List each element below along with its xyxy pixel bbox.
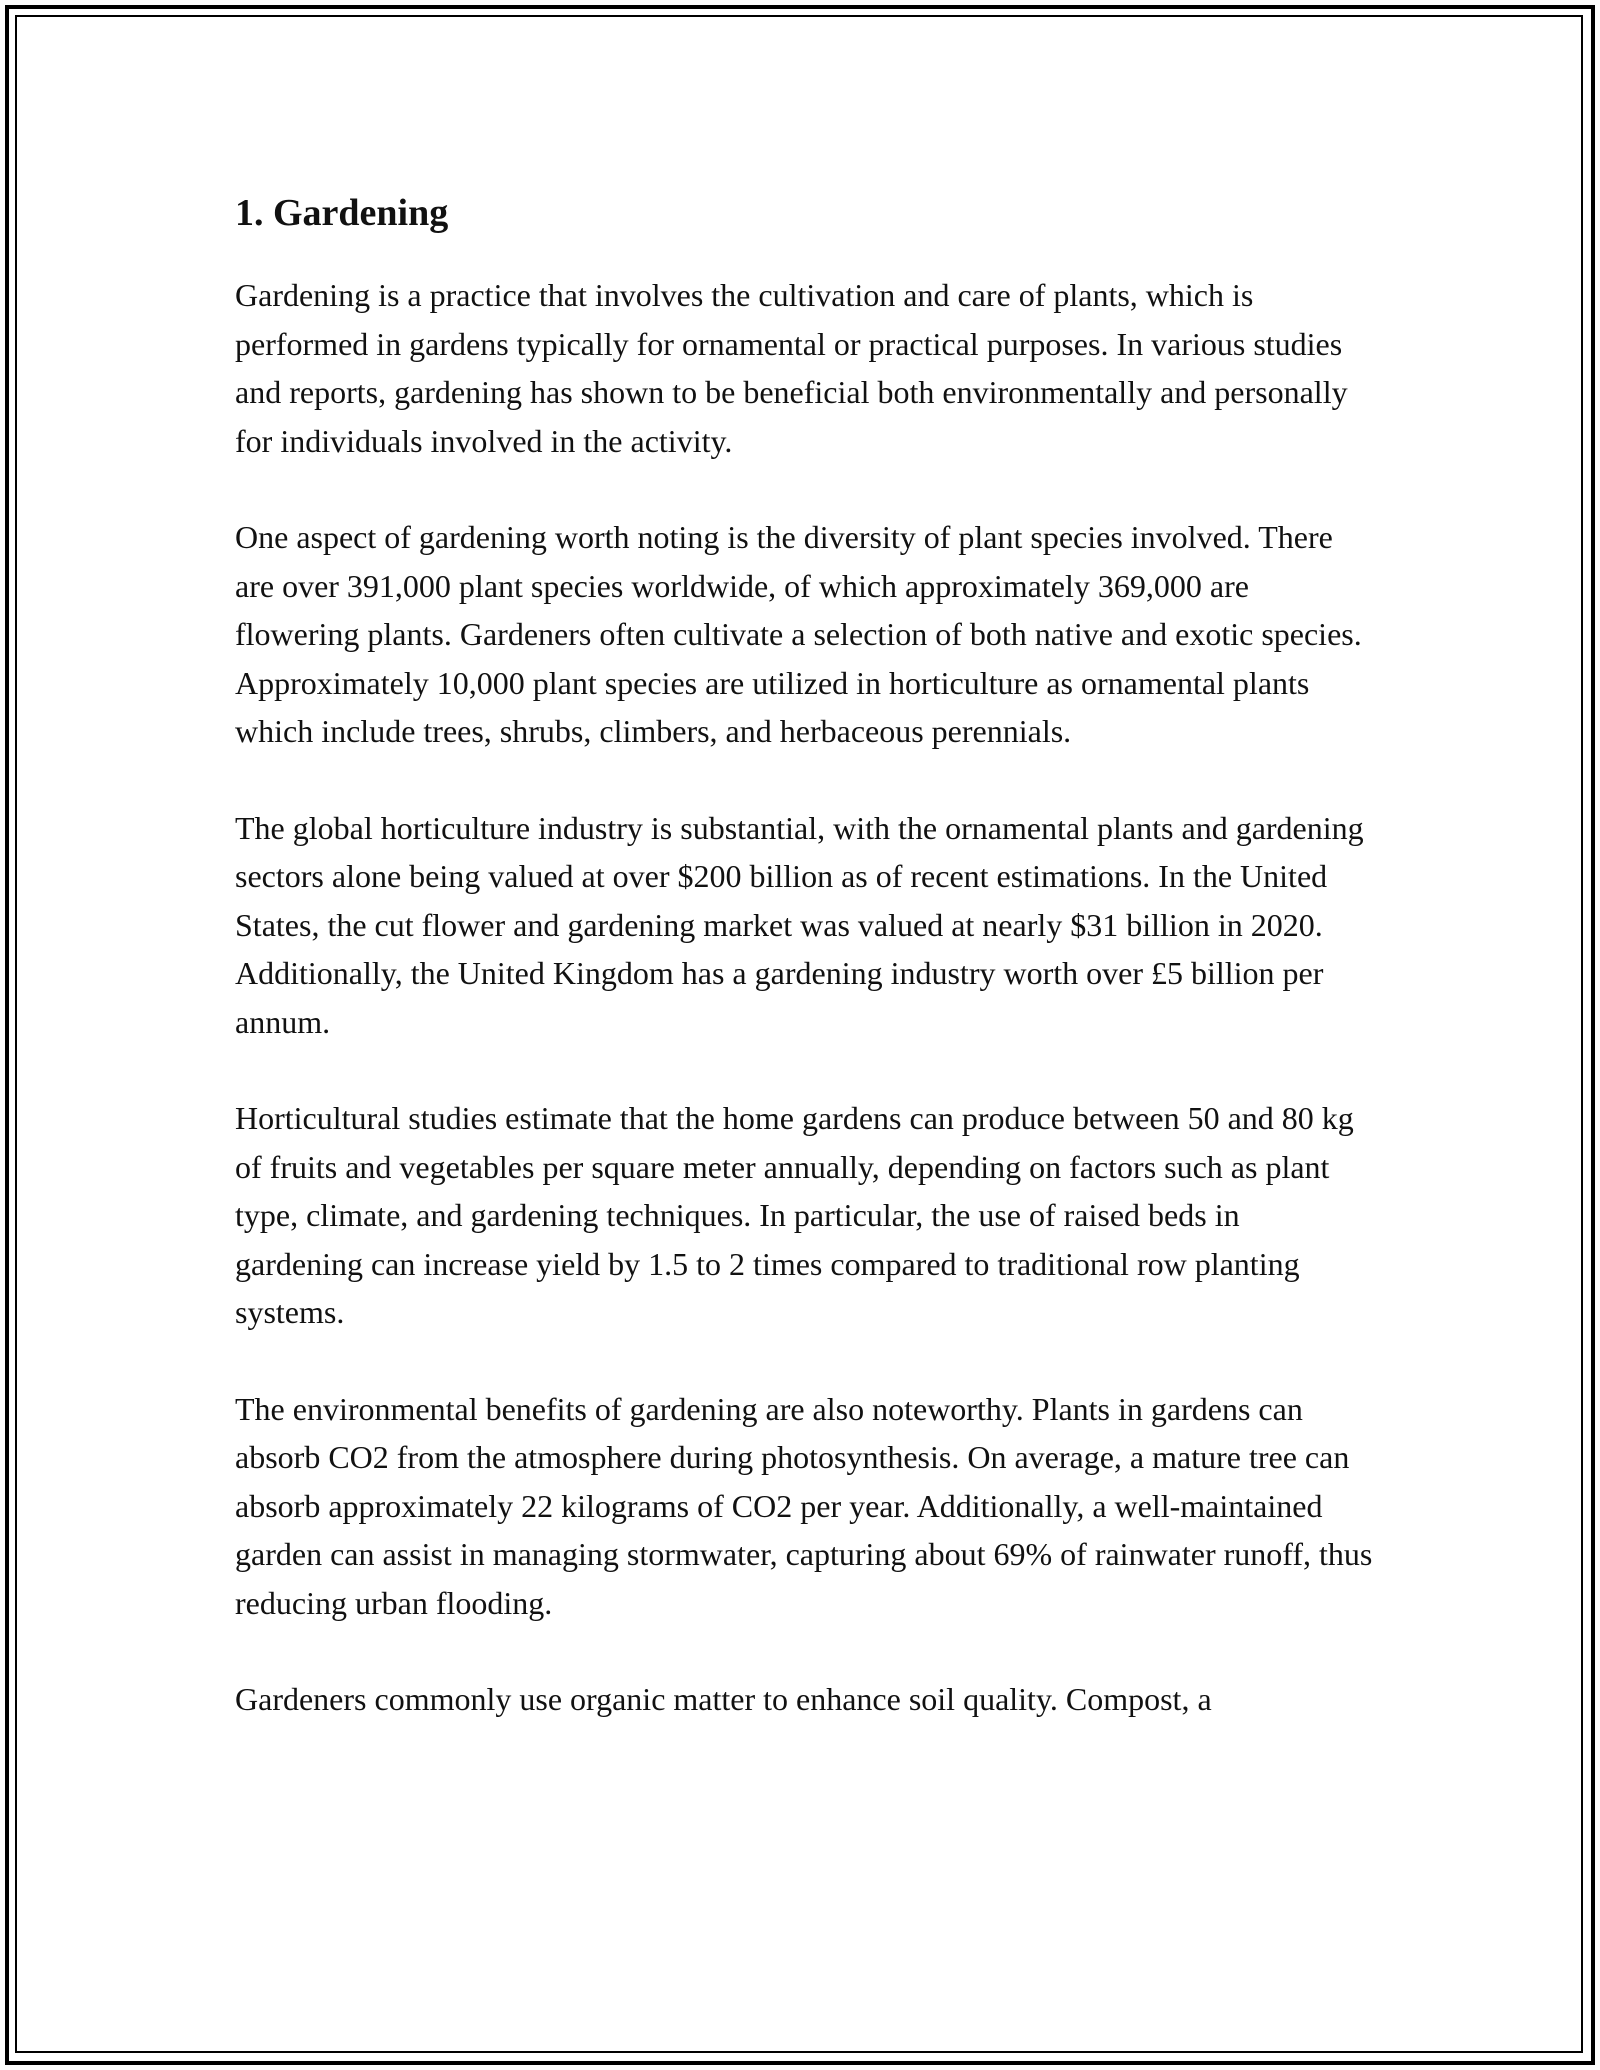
paragraph-yield: Horticultural studies estimate that the home gardens can produce between 50 and 80 kg of fruits and vegetables per square meter annually, depending on factors such as plant type, climate, and gardening techniques. In particular, the use of raised beds in gardening can increase yield by 1.5 to 2 times compared to traditional row planting systems.: [235, 1100, 1354, 1330]
paragraph-industry-value: The global horticulture industry is substantial, with the ornamental plants and gardening sectors alone being valued at over $200 billion as of recent estimations. In the United States, the cut flower and gardening market was valued at nearly $31 billion in 2020. Additionally, the United Kingdom has a gardening industry worth over £5 billion per annum.: [235, 809, 1364, 1040]
paragraph-soil: Gardeners commonly use organic matter to enhance soil quality. Compost, a: [235, 1681, 1212, 1717]
section-heading: 1. Gardening: [235, 192, 449, 234]
paragraph-plant-diversity: One aspect of gardening worth noting is the diversity of plant species involved. There are over 391,000 plant species worldwide, of which approximately 369,000 are flowering plants. Gardeners often cultivate a selection of both native and exotic species. Approximately 10,000 plant species are utilized in horticulture as ornamental plants which include trees, shrubs, climbers, and herbaceous perennials.: [235, 519, 1362, 749]
paragraph-intro: Gardening is a practice that involves the cultivation and care of plants, which is performed in gardens typically for ornamental or practical purposes. In various studies and reports, gardening has shown to be beneficial both environmentally and personally for individuals involved in the activity.: [235, 277, 1348, 459]
document-body: [235, 185, 1375, 1772]
paragraph-environment: The environmental benefits of gardening are also noteworthy. Plants in gardens can absorb CO2 from the atmosphere during photosynthesis. On average, a mature tree can absorb approximately 22 kilograms of CO2 per year. Additionally, a well-maintained garden can assist in managing stormwater, capturing about 69% of rainwater runoff, thus reducing urban flooding.: [235, 1390, 1373, 1621]
